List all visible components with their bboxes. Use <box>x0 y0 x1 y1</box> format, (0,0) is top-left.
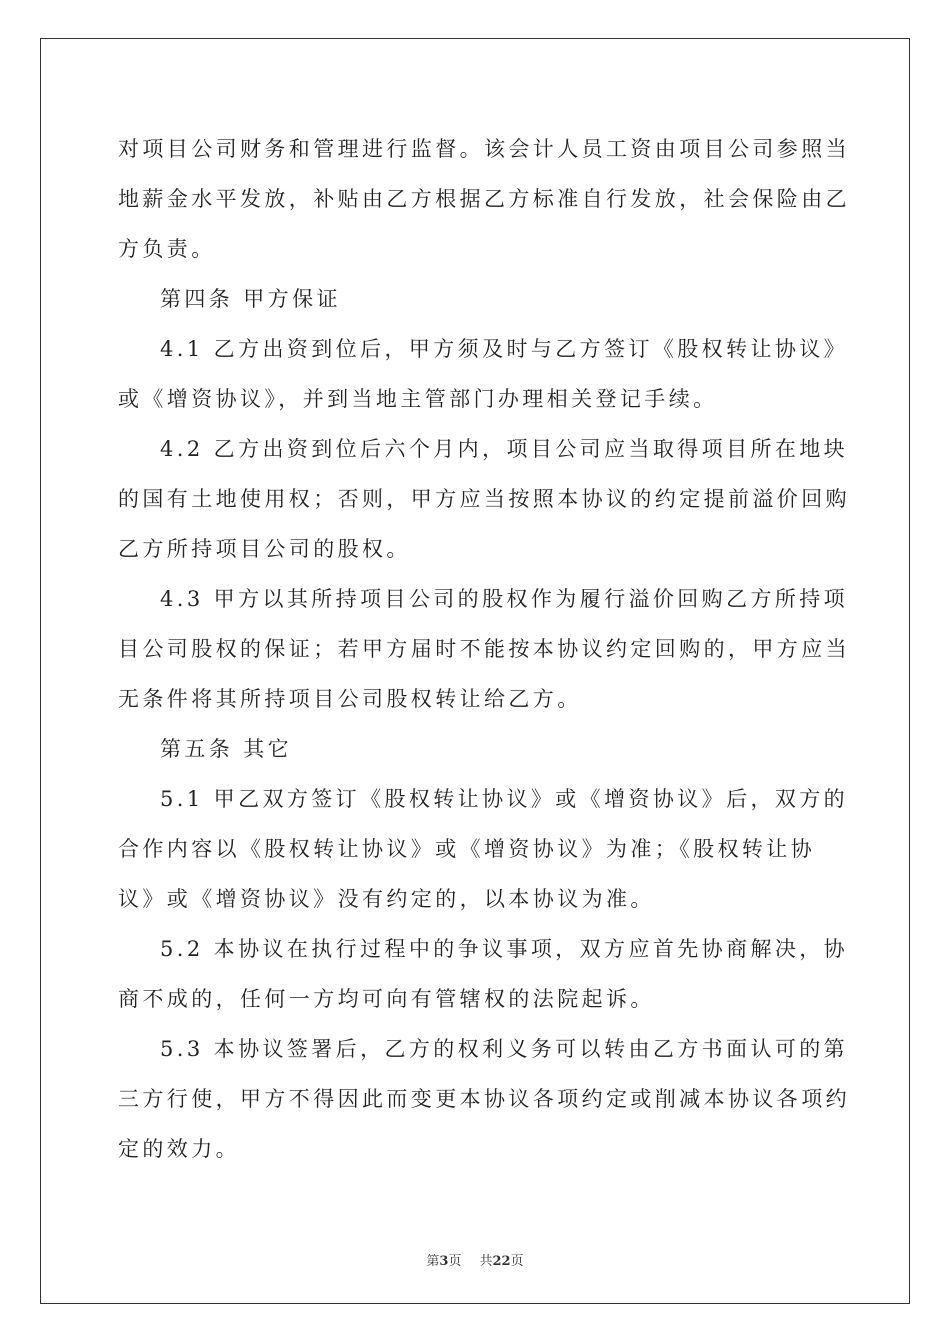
body-line: 合作内容以《股权转让协议》或《增资协议》为准；《股权转让协 <box>118 837 816 861</box>
body-line: 目公司股权的保证；若甲方届时不能按本协议约定回购的，甲方应当 <box>118 637 850 661</box>
clause-4-1: 4.1 乙方出资到位后，甲方须及时与乙方签订《股权转让协议》 <box>160 337 849 361</box>
section-heading-5: 第五条 其它 <box>160 737 293 761</box>
clause-5-1: 5.1 甲乙双方签订《股权转让协议》或《增资协议》后，双方的 <box>160 787 849 811</box>
body-line: 对项目公司财务和管理进行监督。该会计人员工资由项目公司参照当 <box>118 137 850 161</box>
body-line: 的国有土地使用权；否则，甲方应当按照本协议的约定提前溢价回购 <box>118 487 850 511</box>
clause-5-3: 5.3 本协议签署后，乙方的权利义务可以转由乙方书面认可的第 <box>160 1037 849 1061</box>
body-line: 或《增资协议》，并到当地主管部门办理相关登记手续。 <box>118 387 718 411</box>
body-line: 三方行使，甲方不得因此而变更本协议各项约定或削减本协议各项约 <box>118 1087 850 1111</box>
clause-4-2: 4.2 乙方出资到位后六个月内，项目公司应当取得项目所在地块 <box>160 437 849 461</box>
body-line: 无条件将其所持项目公司股权转让给乙方。 <box>118 687 582 711</box>
page-footer <box>0 1250 950 1269</box>
body-line: 乙方所持项目公司的股权。 <box>118 537 411 561</box>
page-number: 第3页 <box>426 1254 462 1269</box>
body-line: 方负责。 <box>118 237 216 261</box>
body-line: 定的效力。 <box>118 1137 240 1161</box>
body-line: 议》或《增资协议》没有约定的，以本协议为准。 <box>118 887 655 911</box>
body-line: 商不成的，任何一方均可向有管辖权的法院起诉。 <box>118 987 655 1011</box>
page-total: 共22页 <box>479 1254 524 1269</box>
page-border <box>40 38 910 1304</box>
clause-5-2: 5.2 本协议在执行过程中的争议事项，双方应首先协商解决，协 <box>160 937 849 961</box>
clause-4-3: 4.3 甲方以其所持项目公司的股权作为履行溢价回购乙方所持项 <box>160 587 849 611</box>
section-heading-4: 第四条 甲方保证 <box>160 287 341 311</box>
body-line: 地薪金水平发放，补贴由乙方根据乙方标准自行发放，社会保险由乙 <box>118 187 850 211</box>
